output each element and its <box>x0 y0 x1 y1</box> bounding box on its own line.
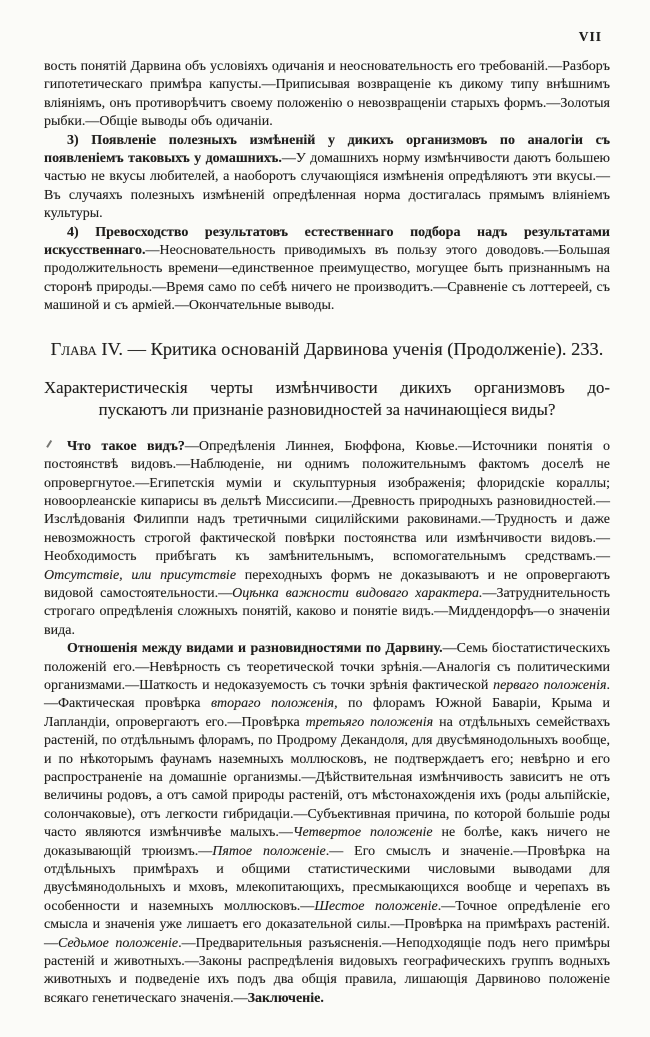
chapter-separator: — <box>127 338 146 359</box>
section-heading-line2: пускаютъ ли признаніе разновидностей за начинающіеся виды? <box>98 400 556 420</box>
toc-segment: переходныхъ формъ не доказываютъ и не опровергаютъ видовой самостоятельности.— <box>44 567 610 601</box>
toc-segment: третьяго положенія <box>305 714 434 730</box>
toc-segment: не болѣе, какъ ничего не доказывающій трюизмъ.— <box>44 825 610 859</box>
toc-segment: 3) Появленіе полезныхъ измѣненій у дикихъ организмовъ по аналогіи съ появленіемъ таковыхъ у домашнихъ. <box>44 132 610 167</box>
toc-segment: —Затруднительность строгаго опредѣленія сложныхъ понятій, каково и понятіе видъ.—Миддендорфъ—о значеніи вида. <box>44 585 610 638</box>
toc-segment: вость понятій Дарвина объ условіяхъ одичанія и неосновательность его требованій.—Разборъ гипотетическаго примѣра капусты.—Приписывая возвращеніе къ дикому типу внѣшнимъ вліяніямъ, онъ противорѣчитъ своему положенію о невозвращеніи старыхъ формъ.—Золотыя рыбки.—Общіе выводы объ одичаніи. <box>44 59 610 130</box>
toc-segment: .— Его смыслъ и значеніе.—Провѣрка на отдѣльныхъ примѣрахъ и общими статистическими числовыми выводами для двусѣмянодольныхъ и мховъ, млекопитающихъ, пресмыкающихся вообще и черепахъ въ особенности и наземныхъ моллюсковъ.— <box>44 843 610 914</box>
toc-segment: Шестое положеніе <box>314 898 438 914</box>
toc-segment: —Опредѣленія Линнея, Бюффона, Кювье.—Источники понятія о постоянствѣ видовъ.—Наблюденіе, ни однимъ положительнымъ фактомъ доселѣ не опровергнутое.—Египетскія муміи и скульптурныя изображенія; флоридскіе кораллы; новоорлеанскіе кипарисы въ дельтѣ Миссисипи.—Древность природныхъ разновидностей.—Изслѣдованія Филиппи надъ третичными сицилійскими раковинами.—Трудность и даже невозможность строгой фактической повѣрки постоянства или измѣнчивости видовъ.—Необходимость прибѣгать къ замѣнительнымъ, вспомогательнымъ средствамъ.— <box>44 438 610 565</box>
page-content <box>44 58 610 1008</box>
chapter-label: Глава IV. <box>50 338 123 359</box>
toc-segment: , по флорамъ Южной Баваріи, Крыма и Лапландіи, опровергаютъ его.—Провѣрка <box>44 696 610 730</box>
toc-segment: .—Предварительныя разъясненія.—Неподходящіе подъ него примѣры растеній и животныхъ.—Законы распредѣленія видовыхъ географическихъ группъ водныхъ животныхъ и подведеніе ихъ подъ два общія правила, лишающія Дарвиново положеніе всякаго генетическаго значенія.— <box>44 935 610 1006</box>
toc-segment: —Семь біостатистическихъ положеній его.—Невѣрность съ теоретической точки зрѣнія.—Аналогія съ политическими организмами.—Шаткость и недоказуемость съ точки зрѣнія фактической <box>44 641 610 693</box>
section-heading <box>44 377 610 422</box>
toc-segment: Отсутствіе, или присутствіе <box>44 567 237 583</box>
toc-paragraph <box>44 640 610 1008</box>
chapter-title: Критика основаній Дарвинова ученія (Продолженіе). <box>150 338 567 359</box>
toc-segment: —У домашнихъ норму измѣнчивости даютъ большею частью не вкусы любителей, а наоборотъ случающіяся измѣненія опредѣляютъ эти вкусы.—Въ случаяхъ полезныхъ измѣненій опредѣленная норма достигалась прямымъ вліяніемъ культуры. <box>44 151 610 222</box>
toc-segment: Оцѣнка важности видоваго характера. <box>232 585 483 601</box>
toc-paragraph <box>44 438 610 640</box>
toc-segment: перваго положенія <box>493 677 607 693</box>
toc-segment: Пятое положеніе <box>212 843 326 859</box>
toc-segment: Четвертое положеніе <box>292 825 433 841</box>
toc-bottom-block <box>44 438 610 1009</box>
toc-segment: втораго положенія <box>210 696 335 712</box>
section-heading-line1: Характеристическія черты измѣнчивости дикихъ организмовъ до- <box>44 377 610 397</box>
toc-segment: на отдѣльныхъ семействахъ растеній, по отдѣльнымъ флорамъ, по Продрому Декандоля, для двусѣмянодольныхъ вообще, и по нѣкоторымъ фаунамъ наземныхъ моллюсковъ, не подтверждаетъ его; невѣрно и его распространеніе на домашніе организмы.—Дѣйствительная измѣнчивость зависитъ не отъ величины родовъ, а отъ самой природы растеній, отъ мѣстонахожденія ихъ (роды альпійскіе, солончаковые), отъ легкости гибридаціи.—Субъективная причина, по которой большіе роды часто являются измѣнчивѣе малыхъ.— <box>44 714 610 841</box>
toc-paragraph <box>44 224 610 316</box>
toc-segment: Что такое видъ? <box>67 438 185 454</box>
toc-segment: .—Фактическая провѣрка <box>44 677 610 712</box>
toc-segment: Отношенія между видами и разновидностями по Дарвину. <box>67 641 443 657</box>
toc-paragraph <box>44 132 610 224</box>
chapter-heading <box>44 337 610 361</box>
toc-paragraph <box>44 58 610 132</box>
toc-segment: —Неосновательность приводимыхъ въ пользу этого доводовъ.—Большая продолжительность времени—единственное преимущество, могущее быть признаннымъ на сторонѣ природы.—Время само по себѣ ничего не производитъ.—Сравненіе съ лоттереей, съ машиной и съ арміей.—Окончательные выводы. <box>44 243 610 314</box>
toc-segment: 4) Превосходство результатовъ естественнаго подбора надъ результатами искусственнаго. <box>44 224 610 259</box>
chapter-page-ref: 233. <box>571 338 604 359</box>
toc-segment: Заключеніе. <box>247 990 324 1006</box>
toc-top-block <box>44 58 610 316</box>
toc-segment: Седьмое положеніе <box>58 935 179 951</box>
page-number: VII <box>578 29 602 44</box>
toc-segment: .—Точное опредѣленіе его смысла и значенія уже лишаетъ его доказательной силы.—Провѣрка на примѣрахъ растеній.— <box>44 898 610 951</box>
